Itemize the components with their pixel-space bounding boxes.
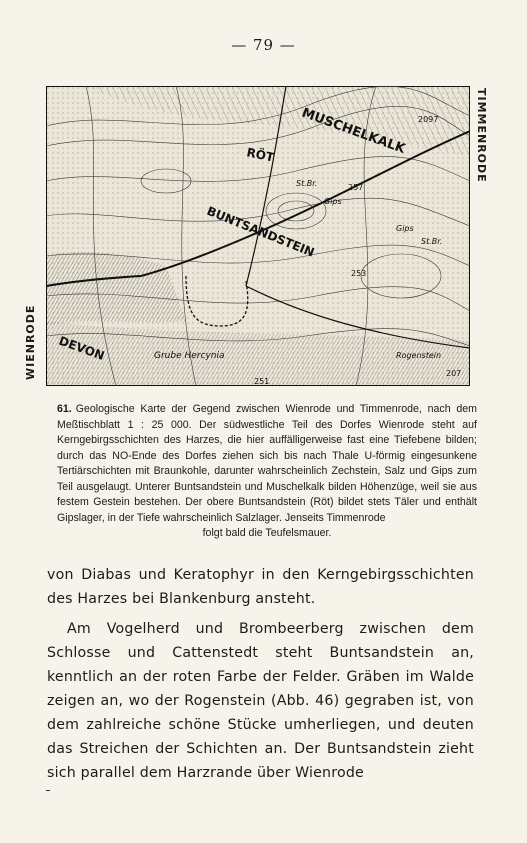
map-height-2097: 2097 [418,115,439,124]
map-label-roet: RÖT [245,145,276,165]
map-label-gips-b: Gips [396,224,414,233]
map-label-st-br-a: St.Br. [296,179,318,188]
map-label-rogenstein: Rogenstein [396,351,442,360]
map-height-2572: 257 [348,183,364,192]
geological-map [46,86,470,386]
map-height-2251: 251 [254,377,270,386]
map-label-devon: DEVON [56,333,107,364]
map-height-2537: 253 [351,269,367,278]
figure-number: 61. [57,403,72,415]
paragraph: Am Vogelherd und Brombeerberg zwischen dem Schlosse und Cattenstedt steht Buntsandstein an, kenntlich an der roten Farbe der Felder. Gräben im Walde zeigen an, wo der Rogenstein (Abb. 46) gegraben ist, von dem zahlreiche schöne Stücke umherliegen, und deuten das Streichen der Schichten an. Der Buntsandstein zieht sich parallel dem Harzrande über Wienrode [47,621,474,781]
map-label-muschelkalk: MUSCHELKALK [299,105,408,158]
map-side-label-wienrode: WIENRODE [24,304,37,380]
page-number: — 79 — [231,36,296,54]
figure-caption [57,402,477,542]
margin-mark [46,790,50,791]
map-side-label-timmenrode: TIMMENRODE [475,88,488,183]
paragraph: von Diabas und Keratophyr in den Kerngebirgsschichten des Harzes bei Blankenburg ansteht. [47,567,474,607]
figure-caption-last-line: folgt bald die Teufelsmauer. [202,527,332,539]
figure-caption-text: Geologische Karte der Gegend zwischen Wienrode und Timmenrode, nach dem Meßtischblatt 1 : 25 000. Der südwestliche Teil des Dorfes Wienrode steht auf Kerngebirgsschichten des Harzes, die hier auffälligerweise fast eine Tiefebene bilden; durch das NO-Ende des Dorfes ziehen sich bis nach Thale U-förmig eingesunkene Tertiärschichten mit Braunkohle, darunter wahrscheinlich Zechstein, Salz und Gips zum Teil ausgelaugt. Unterer Buntsandstein und Muschelkalk bilden Höhenzüge, weil sie aus festem Gestein bestehen. Der obere Buntsandstein (Röt) bildet stets Täler und enthält Gipslager, in der Tiefe wahrscheinlich Salzlager. Jenseits Timmenrode [57,403,477,524]
map-label-st-br-b: St.Br. [421,237,443,246]
map-height-2207: 207 [446,369,462,378]
map-label-gips-a: Gips [324,197,342,206]
body-text [47,563,474,785]
map-label-buntsandstein: BUNTSANDSTEIN [204,203,317,260]
map-label-grube: Grube Hercynia [154,351,225,361]
